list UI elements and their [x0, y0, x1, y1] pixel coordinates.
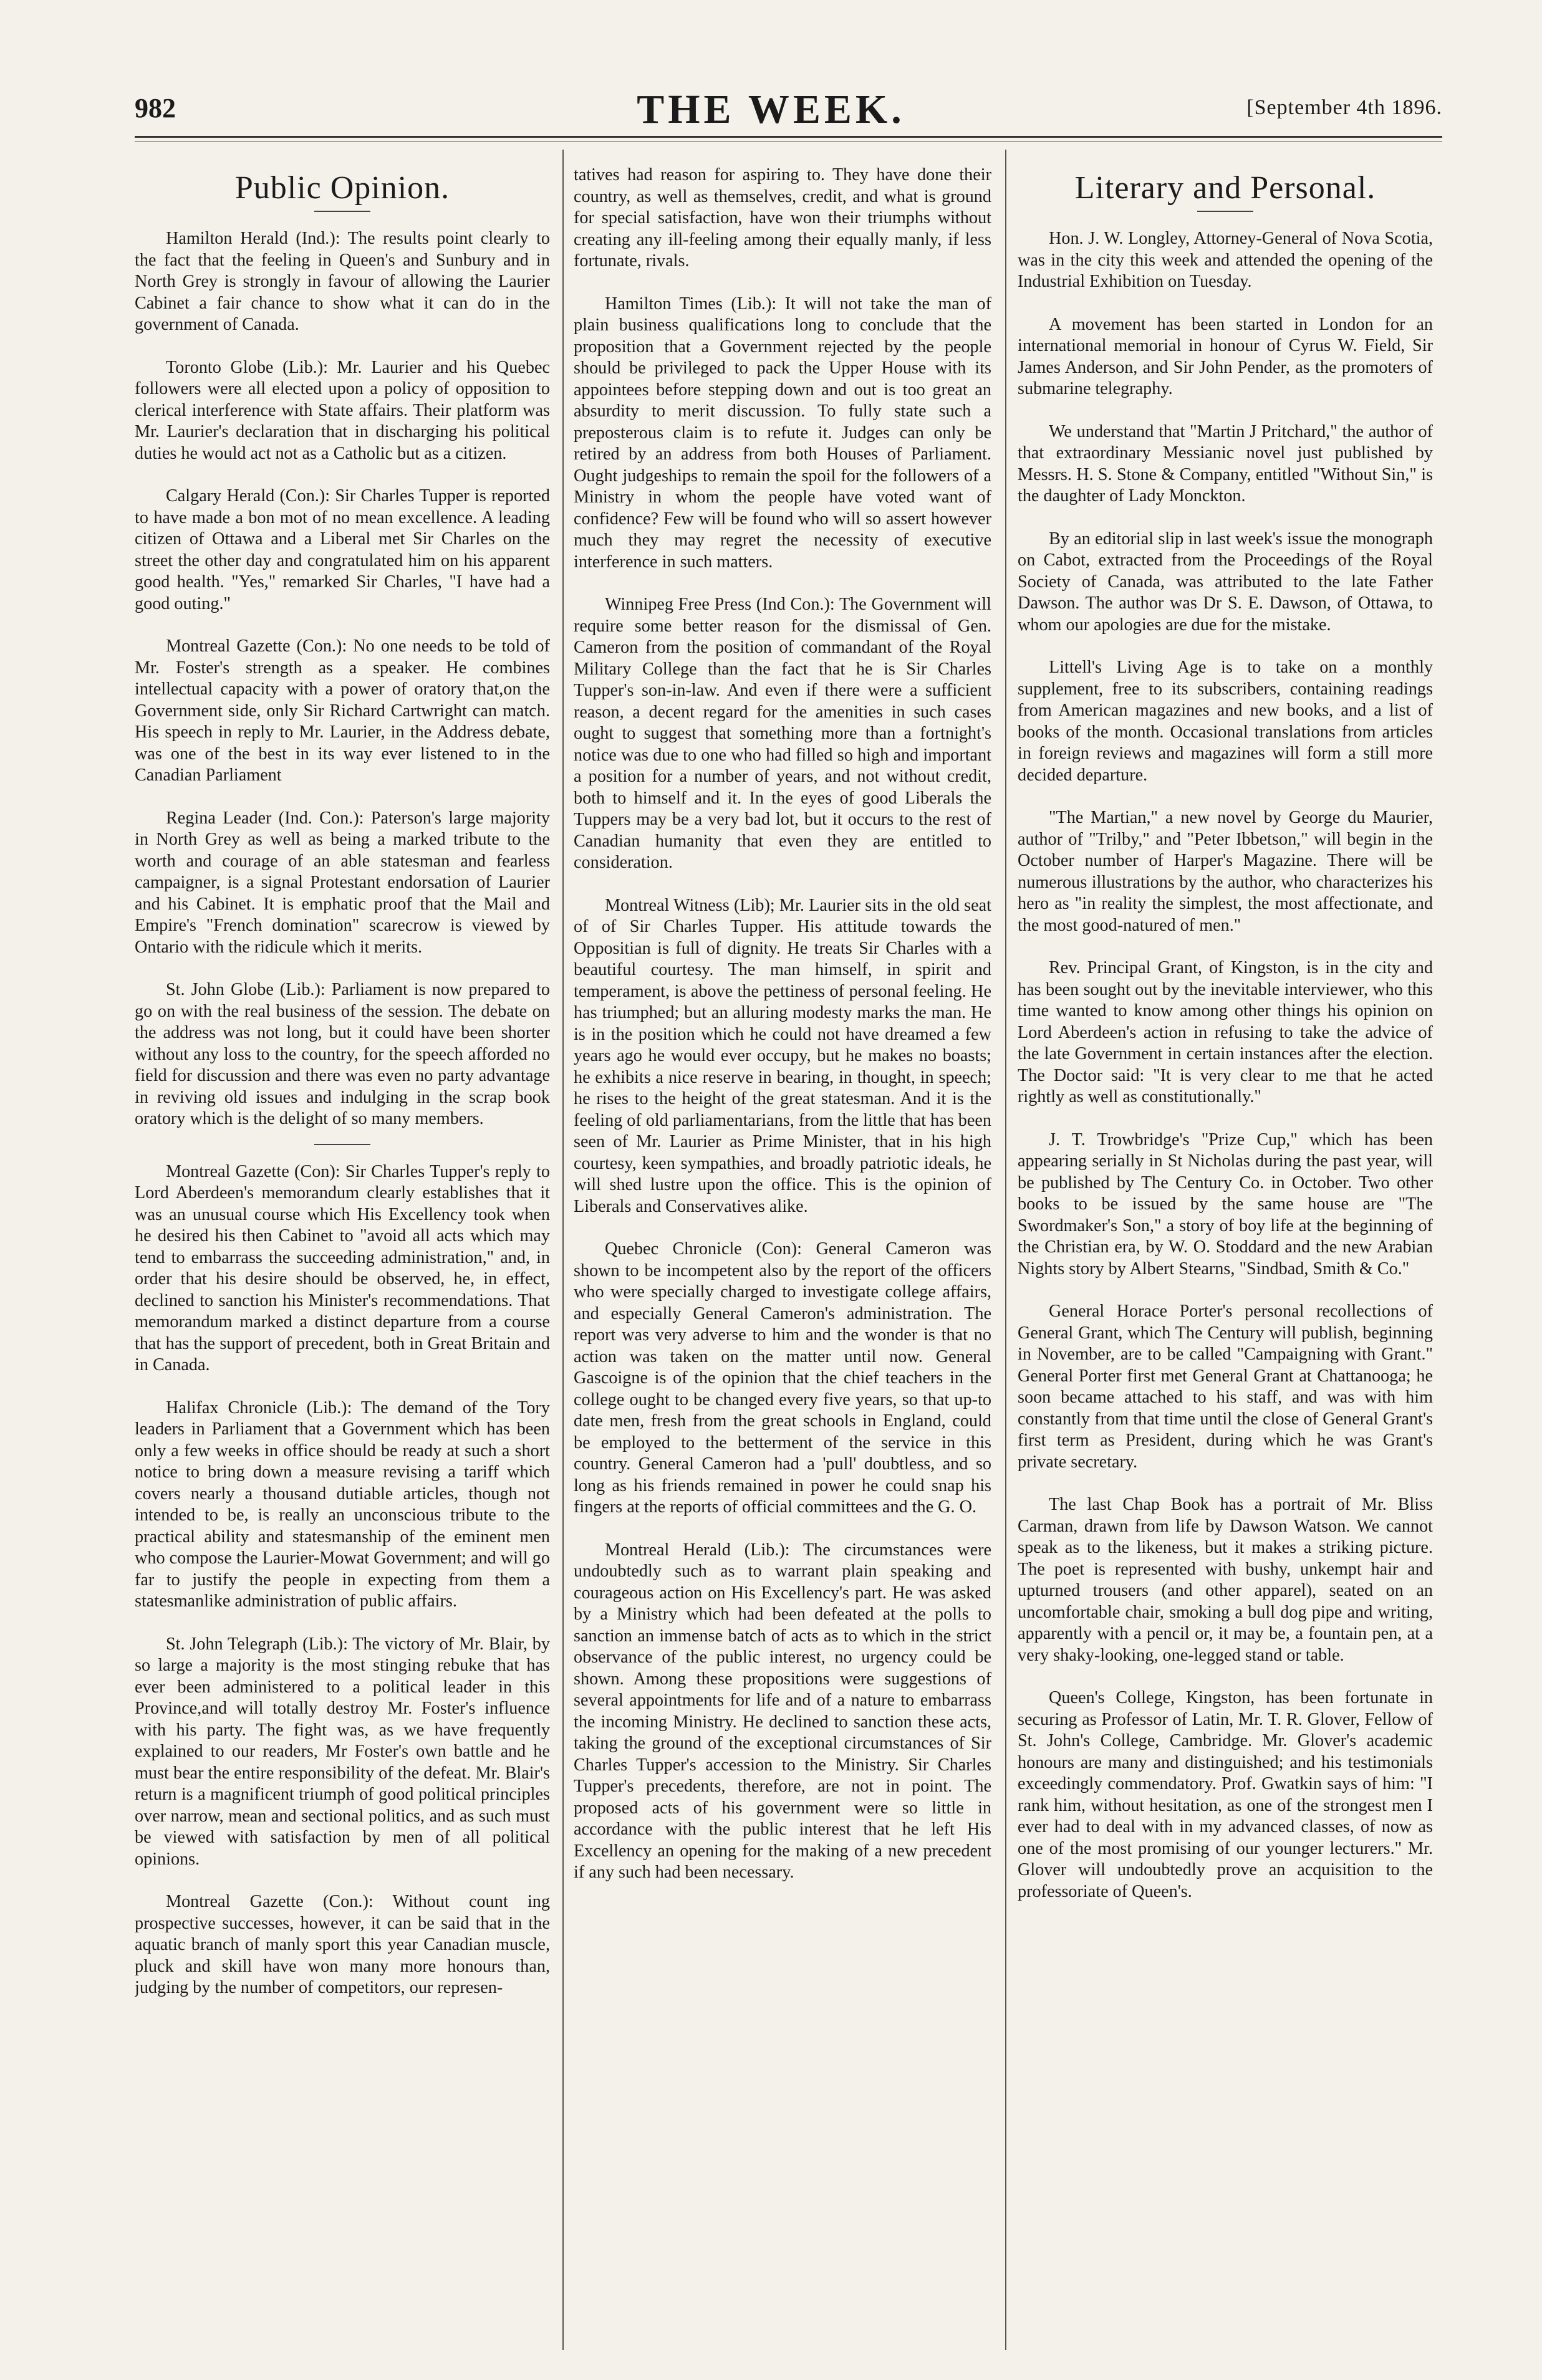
article-paragraph: Halifax Chronicle (Lib.): The demand of the Tory leaders in Parliament that a Government which has been only a few weeks in office should be ready at such a short notice to bring down a measure revising a tariff which covers nearly a thousand dutiable articles, though not intended to be, is really an unconscious tribute to the practical ability and statesmanship of the eminent men who compose the Laurier-Mowat Government; and will go far to justify the people in expecting from them a statesmanlike administration of public affairs.	[135, 1398, 550, 1611]
article-paragraph: By an editorial slip in last week's issue the monograph on Cabot, extracted from the Proceedings of the Royal Society of Canada, was attributed to the late Father Dawson. The author was Dr S. E. Dawson, of Ottawa, to whom our apologies are due for the mistake.	[1018, 529, 1433, 635]
issue-date: [September 4th 1896.	[1246, 96, 1442, 119]
article-paragraph: J. T. Trowbridge's "Prize Cup," which has been appearing serially in St Nicholas during the past year, will be published by The Century Co. in October. Two other books to be issued by the same house are "The Swordmaker's Son," a story of boy life at the beginning of the Christian era, by W. O. Stoddard and the new Arabian Nights story by Albert Stearns, "Sindbad, Smith & Co."	[1018, 1130, 1433, 1279]
column-public-opinion	[135, 156, 550, 2363]
article-paragraph: Montreal Herald (Lib.): The circumstances were undoubtedly such as to warrant plain speaking and courageous action on His Excellency's part. He was asked by a Ministry which had been defeated at the polls to sanction an immense batch of acts as to which in the strict observance of the public interest, no urgency could be shown. Among these propositions were suggestions of several appointments for life and of a nature to embarrass the incoming Ministry. He declined to sanction these acts, taking the ground of the exceptional circumstances of Sir Charles Tupper's accession to the Ministry. Sir Charles Tupper's precedents, therefore, are not in point. The proposed acts of his government were so little in accordance with the public interest that he left His Excellency an opening for the making of a new precedent if any such had been necessary.	[574, 1540, 991, 1882]
article-paragraph: We understand that "Martin J Pritchard," the author of that extraordinary Messianic novel just published by Messrs. H. S. Stone & Company, entitled "Without Sin," is the daughter of Lady Monckton.	[1018, 421, 1433, 506]
section-heading: Public Opinion.	[234, 170, 450, 206]
article-paragraph: The last Chap Book has a portrait of Mr. Bliss Carman, drawn from life by Dawson Watson. We cannot speak as to the likeness, but it makes a striking picture. The poet is represented with bushy, unkempt hair and upturned trousers (and other apparel), seated on an uncomfortable chair, smoking a bull dog pipe and writing, apparently with a pencil or, it may be, a fountain pen, at a very shaky-looking, one-legged stand or table.	[1018, 1495, 1433, 1665]
article-paragraph: St. John Telegraph (Lib.): The victory of Mr. Blair, by so large a majority is the most stinging rebuke that has ever been administered to a political leader in this Province,and will totally destroy Mr. Foster's influence with his party. The fight was, as we have frequently explained to our readers, Mr Foster's own battle and he must bear the entire responsibility of the defeat. Mr. Blair's return is a magnificent triumph of good political principles over narrow, mean and sectional politics, and as such must be viewed with satisfaction by men of all political opinions.	[135, 1634, 550, 1869]
article-paragraph: Montreal Gazette (Con.): Without count ing prospective successes, however, it can be said that in the aquatic branch of manly sport this year Canadian muscle, pluck and skill have won many more honours than, judging by the number of competitors, our represen-	[135, 1892, 550, 1997]
article-paragraph: Regina Leader (Ind. Con.): Paterson's large majority in North Grey as well as being a marked tribute to the worth and courage of an able statesman and fearless campaigner, is a signal Protestant endorsation of Laurier and his Cabinet. It is emphatic proof that the Mail and Empire's "French domination" scarecrow is viewed by Ontario with the ridicule which it merits.	[135, 808, 550, 957]
heading-rule	[314, 211, 370, 212]
page-number: 982	[135, 93, 176, 123]
section-heading: Literary and Personal.	[1074, 170, 1376, 206]
article-paragraph: Queen's College, Kingston, has been fortunate in securing as Professor of Latin, Mr. T. R. Glover, Fellow of St. John's College, Cambridge. Mr. Glover's academic honours are many and distinguished; and his testimonials exceedingly commendatory. Prof. Gwatkin says of him: "I rank him, without hesitation, as one of the strongest men I ever had to deal with in my advanced classes, of now as one of the most promising of our younger lecturers." Mr. Glover will undoubtedly prove an acquisition to the professoriate of Queen's.	[1018, 1688, 1433, 1901]
header-rule	[135, 136, 1442, 138]
article-paragraph: "The Martian," a new novel by George du Maurier, author of "Trilby," and "Peter Ibbetson," will begin in the October number of Harper's Magazine. There will be numerous illustrations by the author, who characterizes his hero as "in reality the simplest, the most affectionate, and the most good-natured of men."	[1018, 808, 1433, 935]
article-paragraph: Toronto Globe (Lib.): Mr. Laurier and his Quebec followers were all elected upon a policy of opposition to clerical interference with State affairs. Their platform was Mr. Laurier's declaration that in discharging his political duties he would act not as a Catholic but as a citizen.	[135, 357, 550, 463]
article-paragraph: Rev. Principal Grant, of Kingston, is in the city and has been sought out by the inevitable interviewer, who this time wanted to know among other things his opinion on Lord Aberdeen's action in refusing to take the advice of the late Government in certain instances after the election. The Doctor said: "It is very clear to me that he acted rightly as well as constitutionally."	[1018, 958, 1433, 1106]
article-paragraph: Winnipeg Free Press (Ind Con.): The Government will require some better reason for the dismissal of Gen. Cameron from the position of commandant of the Royal Military College than the fact that he is Sir Charles Tupper's son-in-law. And even if there were a sufficient reason, a decent regard for the amenities in such cases ought to suggest that something more than a fortnight's notice was due to one who had filled so high and important a position for a number of years, and not without credit, both to himself and it. In the eyes of good Liberals the Tuppers may be a very bad lot, but it occurs to the rest of Canadian humanity that even they are entitled to consideration.	[574, 595, 991, 872]
section-separator	[314, 1144, 370, 1145]
article-paragraph: Montreal Gazette (Con.): No one needs to be told of Mr. Foster's strength as a speaker. He combines intellectual capacity with a power of oratory that,on the Government side, only Sir Richard Cartwright can match. His speech in reply to Mr. Laurier, in the Address debate, was one of the best in its way ever listened to in the Canadian Parliament	[135, 636, 550, 785]
article-paragraph: Hamilton Times (Lib.): It will not take the man of plain business qualifications long to conclude that the proposition that a Government rejected by the people should be privileged to pack the Upper House with its appointees before stepping down and out is too great an absurdity to merit discussion. To fully state such a preposterous claim is to refute it. Judges can only be retired by an address from both Houses of Parliament. Ought judgeships to remain the spoil for the followers of a Ministry in whom the people have voted want of confidence? Few will be found who will so assert however much they may regret the necessity of executive interference in such matters.	[574, 294, 991, 572]
page-header	[0, 0, 1542, 156]
article-paragraph: St. John Globe (Lib.): Parliament is now prepared to go on with the real business of the session. The debate on the address was not long, but it could have been shorter without any loss to the country, for the speech afforded no field for discussion and there was even no party advantage in reviving old issues and indulging in the scrap book oratory which is the delight of so many members.	[135, 980, 550, 1128]
column-divider	[562, 150, 564, 2350]
newspaper-title: THE WEEK.	[637, 87, 905, 132]
article-paragraph: Calgary Herald (Con.): Sir Charles Tupper is reported to have made a bon mot of no mean excellence. A leading citizen of Ottawa and a Liberal met Sir Charles on the street the other day and congratulated him on his apparent good health. "Yes," remarked Sir Charles, "I have had a good outing."	[135, 486, 550, 613]
article-paragraph: Montreal Gazette (Con): Sir Charles Tupper's reply to Lord Aberdeen's memorandum clearly establishes that it was an unusual course which His Excellency took when he desired his then Cabinet to "avoid all acts which may tend to embarrass the succeeding administration," and, in order that his desire should be observed, he, in effect, declined to sanction his Minister's recommendations. That memorandum marked a distinct departure from a course that has the support of precedent, both in Great Britain and in Canada.	[135, 1161, 550, 1375]
article-paragraph: Littell's Living Age is to take on a monthly supplement, free to its subscribers, containing readings from American magazines and new books, and a list of books of the month. Occasional translations from articles in foreign reviews and magazines will form a still more decided departure.	[1018, 658, 1433, 785]
column-divider	[1005, 150, 1006, 2350]
article-paragraph: Quebec Chronicle (Con): General Cameron was shown to be incompetent also by the report of the officers who were specially charged to investigate college affairs, and especially General Cameron's administration. The report was very adverse to him and the wonder is that no action was taken on the matter until now. General Gascoigne is of the opinion that the chief teachers in the college ought to be changed every five years, so that up-to date men, fresh from the great schools in England, could be employed to the betterment of the service in this country. General Cameron had a 'pull' doubtless, and so long as his friends remained in power he could snap his fingers at the reports of official committees and the G. O.	[574, 1239, 991, 1517]
heading-rule	[1197, 211, 1253, 212]
article-paragraph: Hamilton Herald (Ind.): The results point clearly to the fact that the feeling in Queen's and Sunbury and in North Grey is strongly in favour of allowing the Laurier Cabinet a fair chance to show what it can do in the government of Canada.	[135, 229, 550, 334]
article-paragraph: Montreal Witness (Lib); Mr. Laurier sits in the old seat of of Sir Charles Tupper. His attitude towards the Oppositian is full of dignity. He treats Sir Charles with a beautiful courtesy. The man himself, in spirit and temperament, is above the pettiness of personal feeling. He has triumphed; but an alluring modesty marks the man. He is in the position which he could not have dreamed a few years ago he would ever occupy, but he makes no boasts; he exhibits a nice reserve in bearing, in thought, in speech; he rises to the height of the great statesman. And it is the feeling of old parliamentarians, from the little that has been seen of Mr. Laurier as Prime Minister, that in his high courtesy, keen sympathies, and broadly patriotic ideals, he will shed lustre upon the office. This is the opinion of Liberals and Conservatives alike.	[574, 895, 991, 1216]
article-paragraph: A movement has been started in London for an international memorial in honour of Cyrus W. Field, Sir James Anderson, and Sir John Pender, as the promoters of submarine telegraphy.	[1018, 314, 1433, 398]
article-paragraph: General Horace Porter's personal recollections of General Grant, which The Century will publish, beginning in November, are to be called "Campaigning with Grant." General Porter first met General Grant at Chattanooga; he soon became attached to his staff, and was with him constantly from that time until the close of General Grant's first term as President, during which he was Grant's private secretary.	[1018, 1302, 1433, 1472]
column-opinion-continued	[574, 156, 991, 2363]
article-paragraph: Hon. J. W. Longley, Attorney-General of Nova Scotia, was in the city this week and attended the opening of the Industrial Exhibition on Tuesday.	[1018, 229, 1433, 291]
article-paragraph: tatives had reason for aspiring to. They have done their country, as well as themselves, credit, and what is ground for special satisfaction, have won their triumphs without creating any ill-feeling among their equally manly, if less fortunate, rivals.	[574, 165, 991, 271]
column-literary-personal	[1018, 156, 1433, 2363]
